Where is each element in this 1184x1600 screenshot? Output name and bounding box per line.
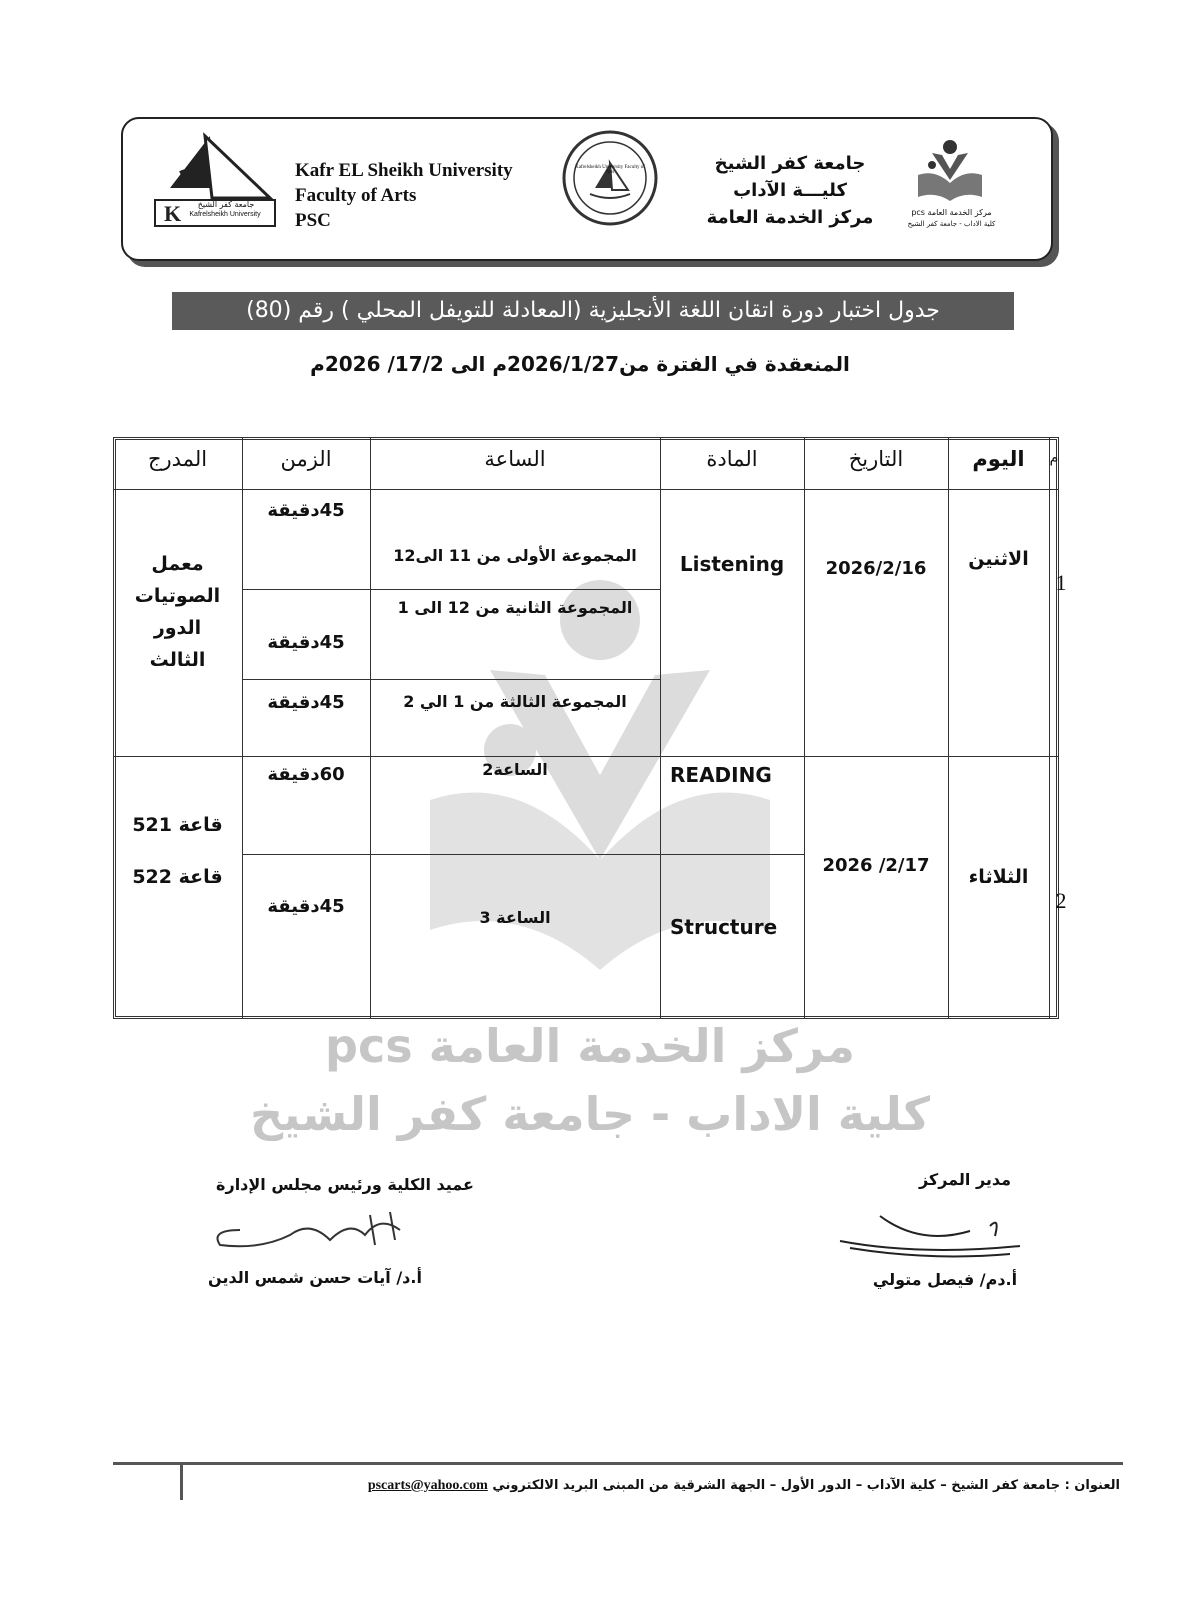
table-divider xyxy=(804,437,805,1019)
header-day: اليوم xyxy=(972,447,1025,471)
row1-hall-line1: معمل xyxy=(151,553,204,575)
table-divider xyxy=(948,437,949,1019)
row2-hour1: الساعة2 xyxy=(482,760,548,779)
table-divider xyxy=(242,437,243,1019)
university-name-ar: جامعة كفر الشيخ xyxy=(714,153,866,174)
row2-day: الثلاثاء xyxy=(968,866,1029,888)
footer-email-link[interactable]: pscarts@yahoo.com xyxy=(367,1478,488,1493)
table-divider xyxy=(242,679,660,680)
row1-hall-line4: الثالث xyxy=(149,649,206,671)
row2-subject-reading: READING xyxy=(670,763,772,787)
seal-text: Kafrelsheikh University Faculty of Arts xyxy=(575,165,645,175)
watermark-text xyxy=(230,1012,950,1148)
row1-num: 1 xyxy=(1055,570,1067,595)
header-hall: المدرج xyxy=(147,447,208,471)
document-subtitle: المنعقدة في الفترة من2026/1/27م الى 17/2/ 2026م xyxy=(310,352,850,376)
watermark-line1: مركز الخدمة العامة pcs xyxy=(325,1019,855,1073)
table-divider xyxy=(242,854,804,855)
header-num: م xyxy=(1049,450,1059,466)
arabic-letterhead xyxy=(700,150,880,231)
university-logo-text: جامعة كفر الشيخ xyxy=(197,200,255,209)
row1-group2: المجموعة الثانية من 12 الى 1 xyxy=(397,598,633,617)
center-name-en: PSC xyxy=(295,210,331,231)
header-date: التاريخ xyxy=(848,447,904,471)
pcs-logo xyxy=(910,135,990,205)
university-name-en: Kafr EL Sheikh University xyxy=(295,160,513,181)
header-subject: المادة xyxy=(706,447,758,471)
row2-duration2: 45دقيقة xyxy=(267,896,345,917)
row1-subject: Listening xyxy=(679,552,785,576)
table-divider xyxy=(113,756,1059,757)
footer-rule xyxy=(113,1462,1123,1465)
row2-subject-structure: Structure xyxy=(670,915,778,939)
center-name-ar: مركز الخدمة العامة xyxy=(706,207,874,228)
table-divider xyxy=(370,437,371,1019)
row1-duration2: 45دقيقة xyxy=(267,632,345,653)
row1-hall-line3: الدور xyxy=(153,617,202,639)
row1-duration1: 45دقيقة xyxy=(267,500,345,521)
dean-signature xyxy=(200,1200,440,1270)
header-duration: الزمن xyxy=(280,447,332,471)
table-divider xyxy=(1049,437,1050,1019)
faculty-seal xyxy=(560,128,660,228)
row1-hall-line2: الصوتيات xyxy=(134,585,221,607)
dean-name: أ.د/ آيات حسن شمس الدين xyxy=(208,1268,422,1287)
faculty-name-en: Faculty of Arts xyxy=(295,185,417,206)
row2-hall2: قاعة 522 xyxy=(132,866,223,888)
center-director-name: أ.دم/ فيصل متولي xyxy=(872,1270,1018,1289)
row2-date: 2026 /2/17 xyxy=(822,855,930,876)
english-letterhead xyxy=(295,158,513,233)
svg-text:K: K xyxy=(164,201,182,226)
row2-num: 2 xyxy=(1055,888,1067,913)
footer-address-text: العنوان : جامعة كفر الشيخ – كلية الآداب – الدور الأول – الجهة الشرقية من المبنى البريد الالكتروني xyxy=(492,1478,1120,1493)
row1-duration3: 45دقيقة xyxy=(267,692,345,713)
pcs-logo-subtext: كلية الاداب - جامعة كفر الشيخ xyxy=(907,220,996,228)
watermark-line2: كلية الاداب - جامعة كفر الشيخ xyxy=(249,1087,930,1141)
row1-hall xyxy=(113,548,242,676)
table-divider xyxy=(113,489,1059,490)
row1-day: الاثنين xyxy=(968,548,1029,570)
table-divider xyxy=(242,589,660,590)
schedule-table xyxy=(113,437,1059,1019)
document-title: جدول اختبار دورة اتقان اللغة الأنجليزية (المعادلة للتويفل المحلي ) رقم (80) xyxy=(172,292,1014,330)
footer-address xyxy=(240,1478,1120,1494)
center-director-signature xyxy=(820,1186,1030,1266)
row1-group3: المجموعة الثالثة من 1 الي 2 xyxy=(403,692,627,711)
center-director-title: مدير المركز xyxy=(918,1170,1012,1189)
row2-hour2: الساعة 3 xyxy=(479,908,551,927)
header-hour: الساعة xyxy=(484,447,546,471)
row2-duration1: 60دقيقة xyxy=(267,764,345,785)
footer-rule-bar xyxy=(180,1462,183,1500)
faculty-name-ar: كليـــة الآداب xyxy=(733,180,847,201)
pcs-logo-text: مركز الخدمة العامة pcs xyxy=(911,208,992,217)
row2-hall1: قاعة 521 xyxy=(132,814,223,836)
university-logo-subtext: Kafrelsheikh University xyxy=(189,211,261,218)
row1-date: 2026/2/16 xyxy=(825,558,927,579)
dean-title: عميد الكلية ورئيس مجلس الإدارة xyxy=(216,1175,474,1194)
row1-group1: المجموعة الأولى من 11 الى12 xyxy=(393,546,637,565)
